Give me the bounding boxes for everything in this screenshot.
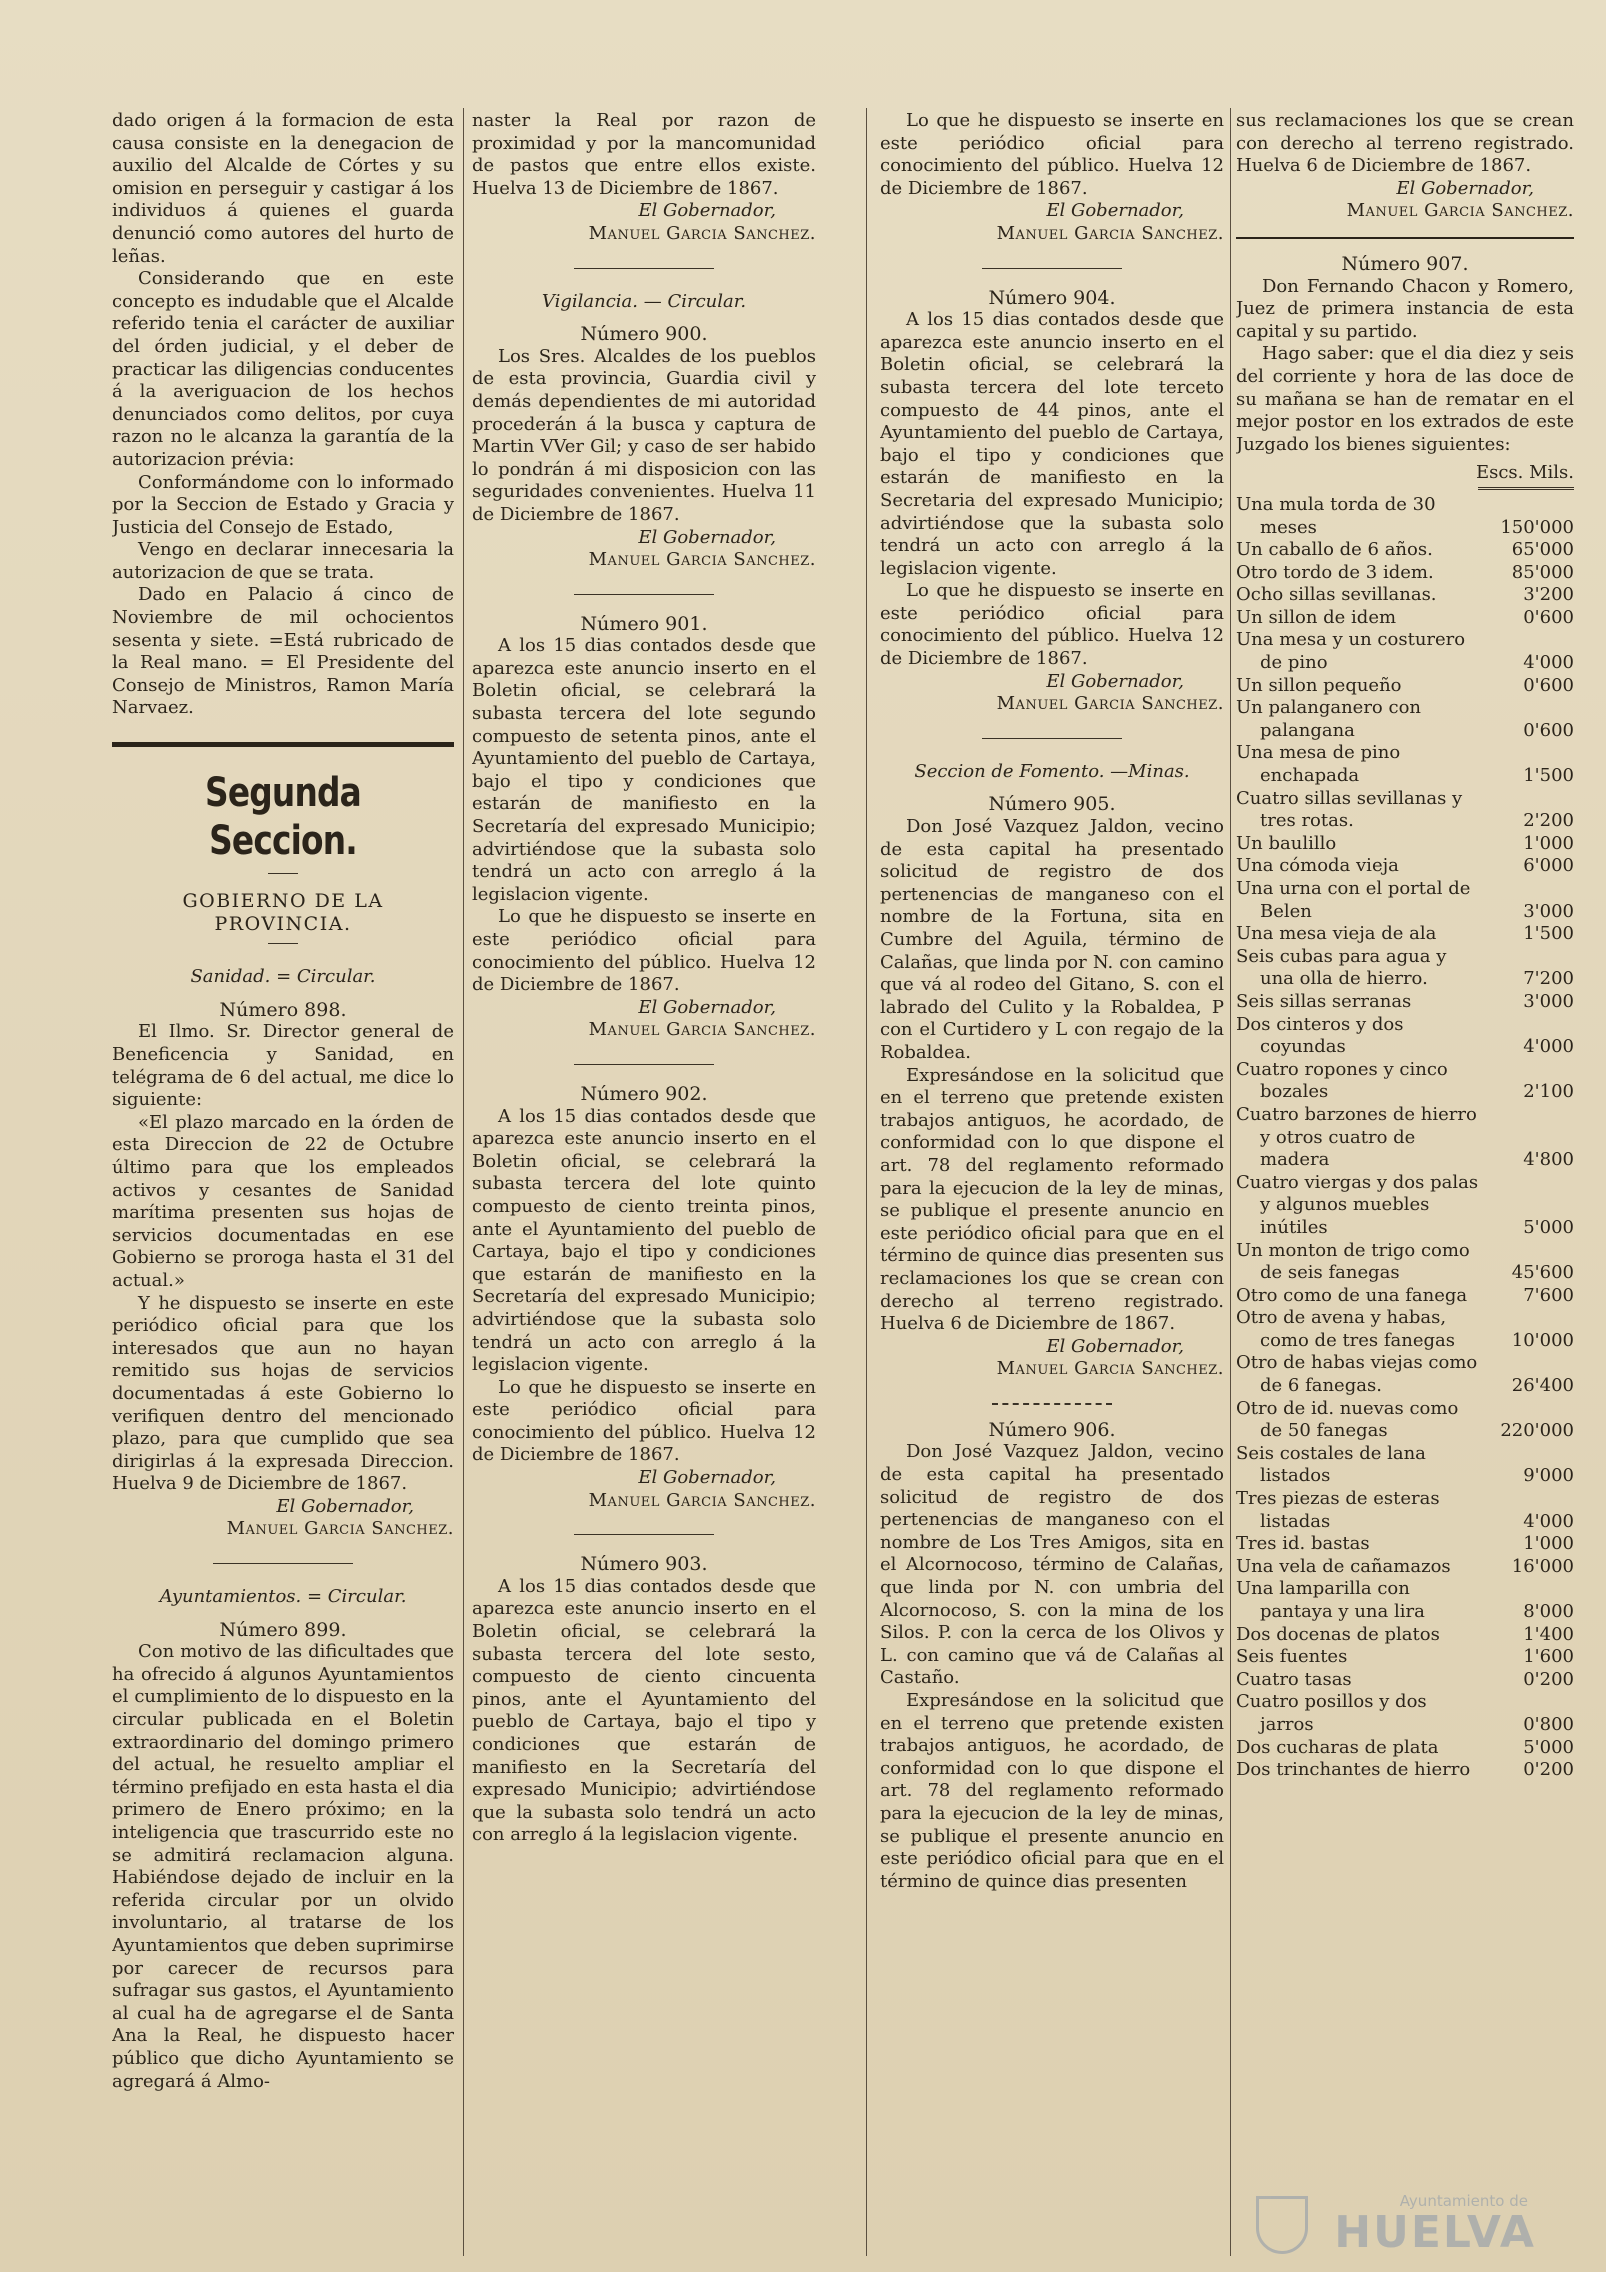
inventory-item-value: 5'000 — [1523, 1216, 1574, 1238]
inventory-item-label: Un palanganero con palangana — [1236, 697, 1421, 741]
inventory-row — [1236, 1646, 1574, 1669]
paragraph: Lo que he dispuesto se inserte en este periódico oficial para conocimiento del público. Huelva 12 de Diciembre de 1867. — [472, 906, 816, 996]
subsection-heading: Sanidad. = Circular. — [190, 966, 376, 988]
inventory-item-label: Un sillon pequeño — [1236, 674, 1402, 696]
paragraph: Don Fernando Chacon y Romero, Juez de primera instancia de esta capital y su partido. — [1236, 275, 1574, 342]
inventory-row — [1236, 675, 1574, 698]
subsection-heading: Vigilancia. — Circular. — [541, 290, 747, 312]
inventory-item-value: 1'500 — [1523, 765, 1574, 787]
divider — [574, 594, 714, 595]
inventory-item-value: 0'600 — [1523, 719, 1574, 741]
section-divider — [112, 742, 454, 747]
inventory-header — [1236, 462, 1574, 485]
inventory-row — [1236, 1352, 1574, 1397]
inventory-item-label: Ocho sillas sevillanas. — [1236, 584, 1437, 606]
inventory-row — [1236, 1014, 1574, 1059]
inventory-item-value: 0'200 — [1523, 1759, 1574, 1781]
inventory-row — [1236, 1307, 1574, 1352]
paragraph: Don José Vazquez Jaldon, vecino de esta capital ha presentado solicitud de registro de dos pertenencias de manganeso con el nombre de la Fortuna, sita en Cumbre del Aguila, término de Calañas, que linda por N. con camino que vá al rodeo del Gitano, S. con el labrado del Culito y la Robaldea, P con el Curtidero y L con regajo de la Robaldea. — [880, 816, 1224, 1063]
paragraph: Los Sres. Alcaldes de los pueblos de esta provincia, Guardia civil y demás dependientes de mi autoridad procederán á la busca y captura de Martin VVer Gil; y caso de ser habido lo pondrán á mi disposicion con las seguridades convenientes. Huelva 11 de Diciembre de 1867. — [472, 345, 816, 525]
inventory-row — [1236, 991, 1574, 1014]
notice-number: Número 898. — [219, 998, 347, 1021]
column-2 — [472, 110, 816, 2260]
inventory-row — [1236, 1533, 1574, 1556]
inventory-item-value: 0'200 — [1523, 1668, 1574, 1690]
inventory-item-value: 3'200 — [1523, 584, 1574, 606]
paragraph: El Ilmo. Sr. Director general de Beneficencia y Sanidad, en telégrama de 6 del actual, me dice lo siguiente: — [112, 1021, 454, 1111]
inventory-item-value: 4'800 — [1523, 1149, 1574, 1171]
inventory-item-label: Cuatro ropones y cinco bozales — [1236, 1058, 1448, 1103]
inventory-row — [1236, 1624, 1574, 1647]
signature-name: Manuel Garcia Sanchez. — [996, 222, 1224, 244]
notice-number: Número 901. — [580, 612, 708, 635]
inventory-item-value: 5'000 — [1523, 1736, 1574, 1758]
section-divider — [1236, 237, 1574, 239]
inventory-row — [1236, 584, 1574, 607]
inventory-item-label: Seis fuentes — [1236, 1646, 1348, 1668]
government-heading: GOBIERNO DE LA PROVINCIA. — [182, 890, 384, 935]
paragraph: A los 15 dias contados desde que aparezca este anuncio inserto en el Boletin oficial, se celebrará la subasta tercera del lote segundo compuesto de setenta pinos, ante el Ayuntamiento del pueblo de Cartaya, bajo el tipo y condiciones que estarán de manifiesto en la Secretaría del expresado Municipio; advirtiéndose que la subasta solo tendrá un acto con arreglo á la legislacion vigente. — [472, 635, 816, 905]
inventory-row — [1236, 1240, 1574, 1285]
inventory-item-value: 7'200 — [1523, 968, 1574, 990]
inventory-item-label: Otro tordo de 3 idem. — [1236, 561, 1434, 583]
notice-number: Número 902. — [580, 1082, 708, 1105]
section-title: Segunda Seccion. — [205, 770, 361, 865]
inventory-item-value: 220'000 — [1500, 1420, 1574, 1442]
signature-title: El Gobernador, — [276, 1495, 414, 1517]
inventory-item-value: 7'600 — [1523, 1284, 1574, 1306]
inventory-item-value: 1'600 — [1523, 1646, 1574, 1668]
inventory-header-label: Escs. Mils. — [1475, 462, 1574, 484]
watermark — [1256, 2188, 1536, 2258]
column-divider — [463, 108, 464, 2256]
inventory-row — [1236, 1556, 1574, 1579]
paragraph: naster la Real por razon de proximidad y por la mancomunidad de pastos que entre ellos existe. Huelva 13 de Diciembre de 1867. — [472, 110, 816, 199]
inventory-item-label: Otro como de una fanega — [1236, 1284, 1468, 1306]
paragraph: Y he dispuesto se inserte en este periódico oficial para que los interesados que aun no hayan remitido sus hojas de servicios documentadas á este Gobierno lo verifiquen dentro del mencionado plazo, para que cumplido que sea dirigirlas á la expresada Direccion. Huelva 9 de Diciembre de 1867. — [112, 1292, 454, 1495]
inventory-item-label: Cuatro viergas y dos palas y algunos muebles inútiles — [1236, 1171, 1479, 1238]
inventory-item-label: Cuatro posillos y dos jarros — [1236, 1691, 1427, 1735]
inventory-item-label: Un sillon de idem — [1236, 606, 1397, 628]
signature-title: El Gobernador, — [1396, 177, 1534, 199]
inventory-item-label: Seis cubas para agua y una olla de hierro. — [1236, 945, 1447, 990]
notice-number: Número 906. — [988, 1418, 1116, 1441]
inventory-item-value: 3'000 — [1523, 900, 1574, 922]
inventory-row — [1236, 562, 1574, 585]
inventory-row — [1236, 539, 1574, 562]
inventory-item-label: Otro de id. nuevas como de 50 fanegas — [1236, 1397, 1459, 1442]
inventory-row — [1236, 742, 1574, 787]
inventory-item-value: 45'600 — [1511, 1262, 1574, 1284]
inventory-item-value: 16'000 — [1511, 1555, 1574, 1577]
divider — [574, 268, 714, 269]
inventory-item-value: 2'100 — [1523, 1081, 1574, 1103]
inventory-row — [1236, 1172, 1574, 1240]
inventory-item-label: Un monton de trigo como de seis fanegas — [1236, 1239, 1470, 1284]
signature-title: El Gobernador, — [1046, 670, 1184, 692]
inventory-row — [1236, 1691, 1574, 1736]
inventory-item-label: Una mesa vieja de ala — [1236, 923, 1437, 945]
inventory-item-label: Dos trinchantes de hierro — [1236, 1759, 1471, 1781]
paragraph: Vengo en declarar innecesaria la autorizacion de que se trata. — [112, 539, 454, 583]
inventory-item-value: 150'000 — [1500, 516, 1574, 538]
inventory-item-value: 9'000 — [1523, 1465, 1574, 1487]
paragraph: «El plazo marcado en la órden de esta Direccion de 22 de Octubre último para que los empleados activos y cesantes de Sanidad marítima presenten sus hojas de servicios documentadas en ese Gobierno se proroga hasta el 31 del actual.» — [112, 1111, 454, 1291]
inventory-item-value: 85'000 — [1511, 561, 1574, 583]
inventory-item-value: 1'000 — [1523, 1533, 1574, 1555]
inventory-item-label: Una mesa y un costurero de pino — [1236, 629, 1466, 674]
paragraph: Hago saber: que el dia diez y seis del corriente y hora de las doce de su mañana se han de rematar en el mejor postor en los extrados de este Juzgado los bienes siguientes: — [1236, 343, 1574, 455]
notice-number: Número 899. — [219, 1618, 347, 1641]
inventory-item-label: Seis costales de lana listados — [1236, 1442, 1426, 1487]
inventory-item-value: 6'000 — [1523, 855, 1574, 877]
signature-name: Manuel Garcia Sanchez. — [1346, 200, 1574, 222]
divider — [982, 268, 1122, 269]
paragraph: Conformándome con lo informado por la Seccion de Estado y Gracia y Justicia del Consejo de Estado, — [112, 471, 454, 538]
inventory-row — [1236, 788, 1574, 833]
signature-title: El Gobernador, — [1046, 1335, 1184, 1357]
paragraph: Lo que he dispuesto se inserte en este periódico oficial para conocimiento del público. Huelva 12 de Diciembre de 1867. — [880, 110, 1224, 199]
inventory-item-label: Una lamparilla con pantaya y una lira — [1236, 1578, 1425, 1622]
signature-name: Manuel Garcia Sanchez. — [996, 1358, 1224, 1380]
inventory-row — [1236, 1104, 1574, 1172]
inventory-item-label: Cuatro tasas — [1236, 1668, 1352, 1690]
inventory-item-value: 4'000 — [1523, 1036, 1574, 1058]
inventory-item-label: Una mula torda de 30 meses — [1236, 493, 1436, 538]
inventory-row — [1236, 1059, 1574, 1104]
signature-title: El Gobernador, — [638, 526, 776, 548]
inventory-item-label: Un caballo de 6 años. — [1236, 539, 1433, 561]
divider — [268, 873, 298, 874]
watermark-title: HUELVA — [1334, 2207, 1536, 2258]
inventory-row — [1236, 833, 1574, 856]
inventory-item-label: Dos cucharas de plata — [1236, 1736, 1439, 1758]
inventory-item-value: 65'000 — [1511, 539, 1574, 561]
signature-title: El Gobernador, — [1046, 200, 1184, 222]
inventory-item-label: Otro de habas viejas como de 6 fanegas. — [1236, 1352, 1478, 1397]
signature-title: El Gobernador, — [638, 1467, 776, 1489]
inventory-item-value: 0'800 — [1523, 1713, 1574, 1735]
coat-of-arms-icon — [1256, 2196, 1308, 2254]
paragraph: sus reclamaciones los que se crean con derecho al terreno registrado. Huelva 6 de Diciembre de 1867. — [1236, 110, 1574, 177]
notice-number: Número 900. — [580, 323, 708, 346]
paragraph: A los 15 dias contados desde que aparezca este anuncio inserto en el Boletin oficial, se celebrará la subasta tercera del lote quinto compuesto de ciento treinta pinos, ante el Ayuntamiento del pueblo de Cartaya, bajo el tipo y condiciones que estarán de manifiesto en la Secretaría del expresado Municipio; advirtiéndose que la subasta solo tendrá un acto con arreglo á la legislacion vigente. — [472, 1105, 816, 1376]
inventory-row — [1236, 1669, 1574, 1692]
inventory-item-label: Seis sillas serranas — [1236, 990, 1412, 1012]
paragraph: dado origen á la formacion de esta causa consiste en la denegacion de auxilio del Alcalde de Córtes y su omision en perseguir y castigar á los individuos á quienes el guarda denunció como autores del hurto de leñas. — [112, 110, 454, 267]
inventory-item-value: 8'000 — [1523, 1601, 1574, 1622]
inventory-row — [1236, 494, 1574, 539]
notice-number: Número 903. — [580, 1553, 708, 1576]
inventory-item-label: Una cómoda vieja — [1236, 855, 1399, 877]
paragraph: A los 15 dias contados desde que aparezca este anuncio inserto en el Boletin oficial, se celebrará la subasta tercera del lote terceto compuesto de 44 pinos, ante el Ayuntamiento del pueblo de Cartaya, bajo el tipo y condiciones que estarán de manifiesto en la Secretaria del expresado Municipio; advirtiéndose que la subasta solo tendrá un acto con arreglo á la legislacion vigente. — [880, 309, 1224, 579]
signature-name: Manuel Garcia Sanchez. — [226, 1518, 454, 1540]
inventory-item-value: 4'000 — [1523, 652, 1574, 674]
paragraph: Con motivo de las dificultades que ha ofrecido á algunos Ayuntamientos el cumplimiento de lo dispuesto en la circular publicada en el Boletin extraordinario del domingo primero del actual, he resuelto ampliar el término prefijado en esta hasta el dia primero de Enero próximo; en la inteligencia que trascurrido este no se admitirá reclamacion alguna. Habiéndose dejado de incluir en la referida circular por un olvido involuntario, al tratarse de los Ayuntamientos que deben suprimirse por carecer de recursos para sufragar sus gastos, el Ayuntamiento al cual ha de agregarse el de Santa Ana la Real, he dispuesto hacer público que dicho Ayuntamiento se agregará á Almo- — [112, 1641, 454, 2092]
inventory-item-value: 3'000 — [1523, 990, 1574, 1012]
column-divider — [866, 108, 867, 2256]
inventory-row — [1236, 878, 1574, 923]
paragraph: Dado en Palacio á cinco de Noviembre de mil ochocientos sesenta y siete. =Está rubricado de la Real mano. = El Presidente del Consejo de Ministros, Ramon María Narvaez. — [112, 584, 454, 719]
paragraph: Expresándose en la solicitud que en el terreno que pretende existen trabajos antiguos, he acordado, de conformidad con lo que dispone el art. 78 del reglamento reformado para la ejecucion de la ley de minas, se publique el presente anuncio en este periódico oficial para que en el término de quince dias presenten sus reclamaciones los que se crean con derecho al terreno registrado. Huelva 6 de Diciembre de 1867. — [880, 1064, 1224, 1335]
inventory-row — [1236, 923, 1574, 946]
inventory-item-label: Una vela de cañamazos — [1236, 1555, 1451, 1577]
inventory-row — [1236, 1285, 1574, 1308]
signature-name: Manuel Garcia Sanchez. — [996, 693, 1224, 715]
signature-title: El Gobernador, — [638, 996, 776, 1018]
inventory-row — [1236, 629, 1574, 674]
inventory-item-label: Dos cinteros y dos coyundas — [1236, 1013, 1404, 1058]
inventory-item-label: Tres piezas de esteras listadas — [1236, 1488, 1440, 1532]
divider — [982, 738, 1122, 739]
paragraph: Lo que he dispuesto se inserte en este periódico oficial para conocimiento del público. Huelva 12 de Diciembre de 1867. — [880, 580, 1224, 670]
inventory-item-label: Tres id. bastas — [1236, 1533, 1370, 1555]
inventory-list — [1236, 494, 1574, 1782]
inventory-row — [1236, 1737, 1574, 1760]
watermark-subtitle: Ayuntamiento de — [1399, 2192, 1528, 2210]
inventory-item-value: 0'600 — [1523, 674, 1574, 696]
inventory-item-label: Una mesa de pino enchapada — [1236, 742, 1401, 787]
inventory-item-value: 1'000 — [1523, 832, 1574, 854]
inventory-item-value: 4'000 — [1523, 1510, 1574, 1532]
divider — [213, 1563, 353, 1564]
column-3 — [880, 110, 1224, 2260]
inventory-item-label: Otro de avena y habas, como de tres fanegas — [1236, 1307, 1456, 1351]
paragraph: Don José Vazquez Jaldon, vecino de esta capital ha presentado solicitud de registro de dos pertenencias de manganeso con el nombre de Los Tres Amigos, sita en el Alcornocoso, término de Calañas, que linda por N. con umbria del Alcornocoso, S. con la mina de los Silos. P. con la cerca de los Olivos y L. con camino que vá de Calañas al Castaño. — [880, 1441, 1224, 1689]
column-1 — [112, 110, 454, 2260]
inventory-row — [1236, 1578, 1574, 1623]
signature-name: Manuel Garcia Sanchez. — [588, 1489, 816, 1511]
divider — [268, 943, 298, 944]
column-4 — [1236, 110, 1574, 2260]
paragraph: Considerando que en este concepto es indudable que el Alcalde referido tenia el carácter de auxiliar del órden judicial, y el deber de practicar las diligencias conducentes á la averiguacion de los hechos denunciados como delitos, por cuya razon no le alcanza la garantía de la autorizacion prévia: — [112, 268, 454, 470]
subsection-heading: Seccion de Fomento. —Minas. — [914, 760, 1190, 782]
inventory-item-label: Una urna con el portal de Belen — [1236, 878, 1471, 922]
column-divider — [1230, 108, 1231, 2256]
inventory-row — [1236, 1759, 1574, 1782]
inventory-item-label: Dos docenas de platos — [1236, 1623, 1440, 1645]
inventory-item-label: Cuatro barzones de hierro y otros cuatro de madera — [1236, 1103, 1477, 1171]
inventory-row — [1236, 1398, 1574, 1443]
signature-name: Manuel Garcia Sanchez. — [588, 1019, 816, 1041]
inventory-row — [1236, 697, 1574, 742]
inventory-item-value: 10'000 — [1511, 1329, 1574, 1351]
notice-number: Número 904. — [988, 286, 1116, 309]
inventory-item-value: 26'400 — [1511, 1375, 1574, 1397]
inventory-item-value: 2'200 — [1523, 810, 1574, 832]
signature-name: Manuel Garcia Sanchez. — [588, 222, 816, 244]
inventory-item-label: Un baulillo — [1236, 832, 1337, 854]
divider — [574, 1064, 714, 1065]
inventory-item-value: 1'400 — [1523, 1623, 1574, 1645]
inventory-row — [1236, 1443, 1574, 1488]
inventory-row — [1236, 855, 1574, 878]
paragraph: Expresándose en la solicitud que en el terreno que pretende existen trabajos antiguos, he acordado, de conformidad con lo que dispone el art. 78 del reglamento reformado para la ejecucion de la ley de minas, se publique el presente anuncio en este periódico oficial para que en el término de quince dias presenten — [880, 1690, 1224, 1892]
divider — [574, 1534, 714, 1535]
inventory-item-value: 1'500 — [1523, 923, 1574, 945]
signature-title: El Gobernador, — [638, 200, 776, 222]
inventory-row — [1236, 946, 1574, 991]
divider — [992, 1403, 1112, 1405]
divider — [1478, 487, 1574, 490]
signature-name: Manuel Garcia Sanchez. — [588, 549, 816, 571]
subsection-heading: Ayuntamientos. = Circular. — [159, 1586, 407, 1608]
paragraph: A los 15 dias contados desde que aparezca este anuncio inserto en el Boletin oficial, se celebrará la subasta tercera del lote sesto, compuesto de ciento cincuenta pinos, ante el Ayuntamiento del pueblo de Cartaya, bajo el tipo y condiciones que estarán de manifiesto en la Secretaría del expresado Municipio; advirtiéndose que la subasta solo tendrá un acto con arreglo á la legislacion vigente. — [472, 1575, 816, 1846]
notice-number: Número 905. — [988, 793, 1116, 816]
paragraph: Lo que he dispuesto se inserte en este periódico oficial para conocimiento del público. Huelva 12 de Diciembre de 1867. — [472, 1376, 816, 1466]
notice-number: Número 907. — [1341, 252, 1469, 275]
inventory-row — [1236, 1488, 1574, 1533]
inventory-item-value: 0'600 — [1523, 606, 1574, 628]
inventory-row — [1236, 607, 1574, 630]
inventory-item-label: Cuatro sillas sevillanas y tres rotas. — [1236, 787, 1463, 832]
